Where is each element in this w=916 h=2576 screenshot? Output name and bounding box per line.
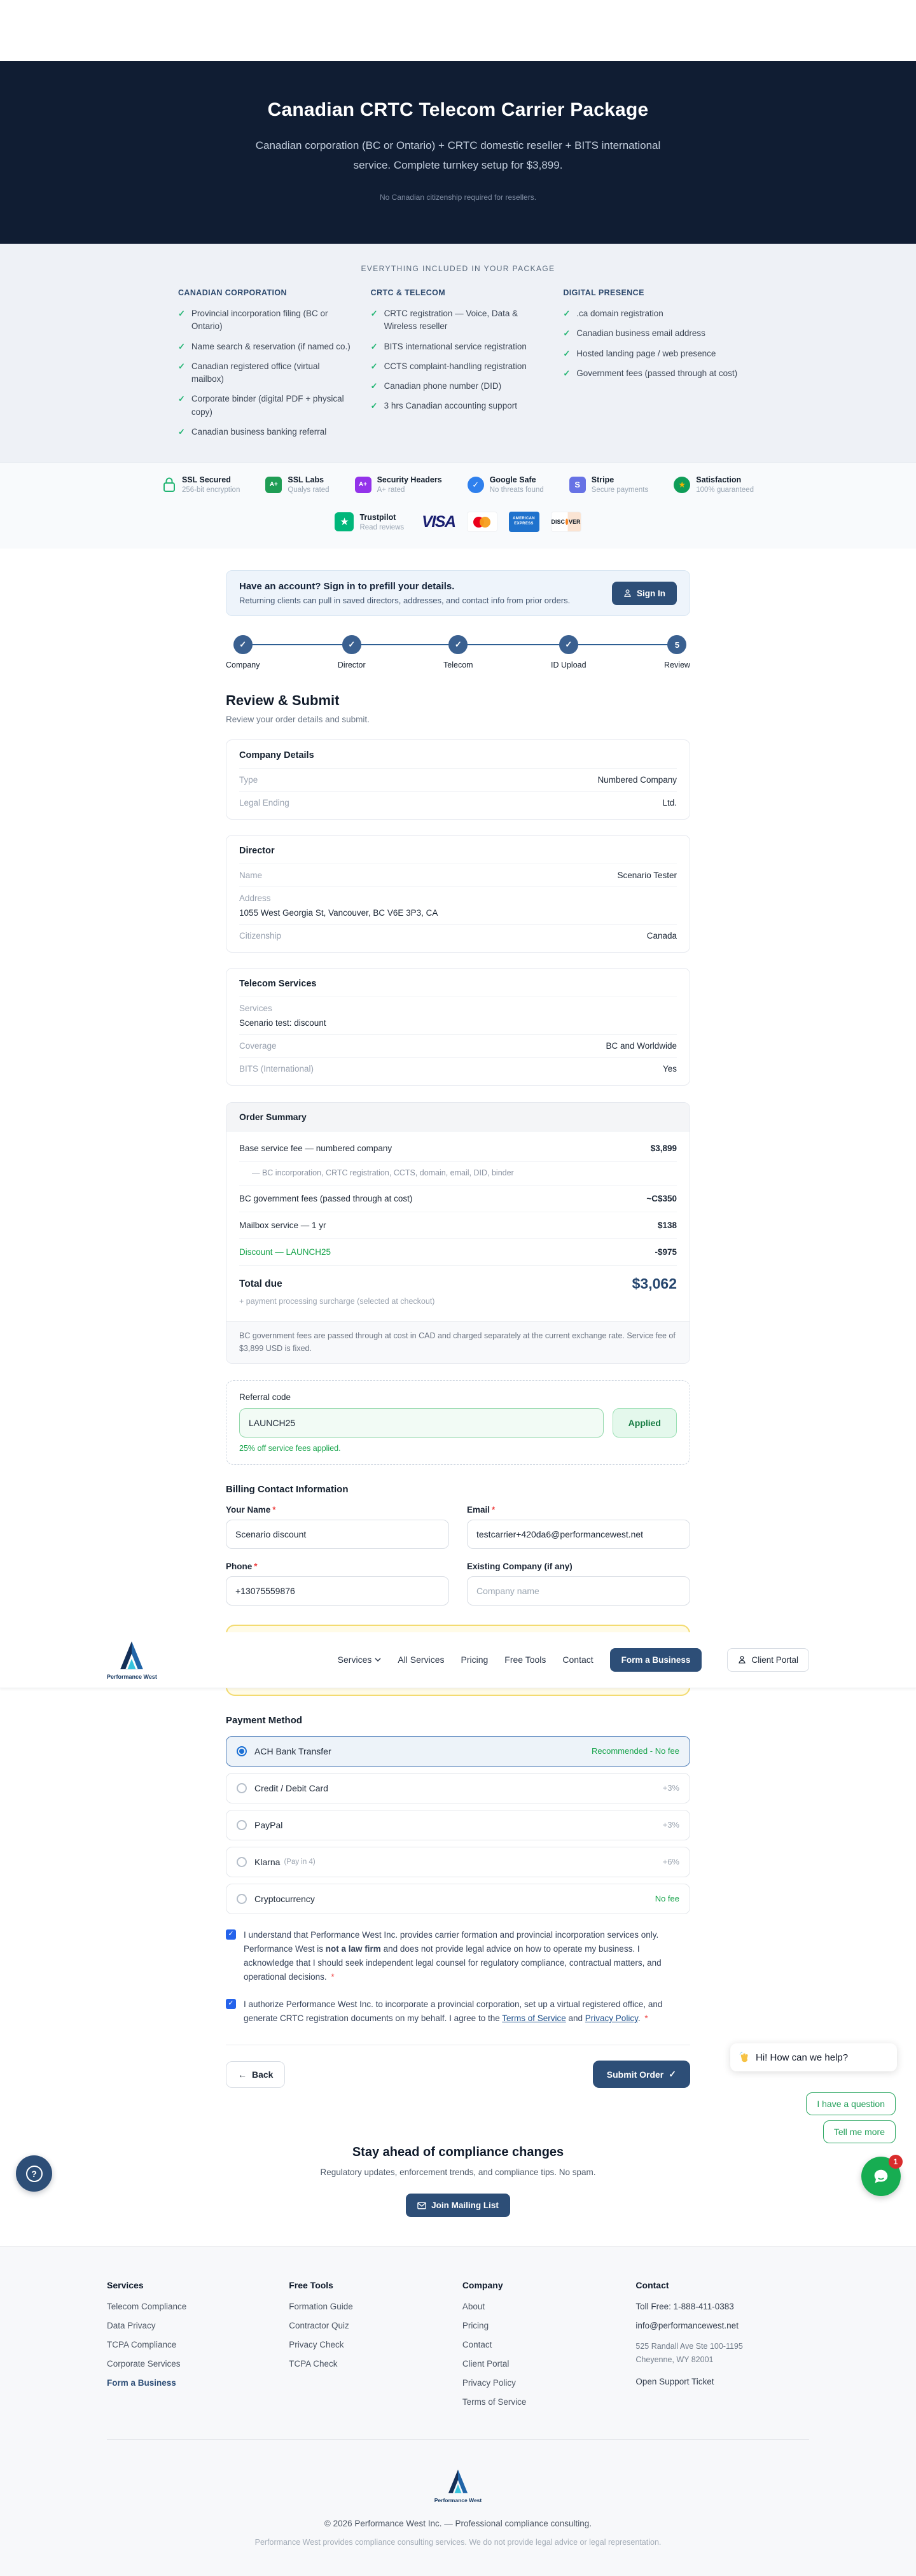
footer-link-telecom-compliance[interactable]: Telecom Compliance bbox=[107, 2302, 187, 2312]
signin-banner bbox=[226, 570, 690, 616]
list-item bbox=[178, 360, 353, 386]
list-item bbox=[178, 393, 353, 419]
field-label: Email * bbox=[467, 1504, 496, 1515]
lock-icon bbox=[162, 477, 176, 493]
summary-row bbox=[239, 1212, 677, 1239]
step-label: Review bbox=[663, 661, 690, 670]
footer-email[interactable]: info@performancewest.net bbox=[635, 2321, 739, 2331]
discover-text: VER bbox=[569, 519, 581, 526]
summary-note: — BC incorporation, CRTC registration, CCTS, domain, email, DID, binder bbox=[239, 1162, 677, 1186]
row-value: Numbered Company bbox=[597, 775, 677, 785]
required-mark: * bbox=[272, 1504, 276, 1515]
footer-col-services bbox=[107, 2280, 289, 2416]
step-label: Telecom bbox=[443, 661, 473, 670]
payment-option-card[interactable] bbox=[226, 1773, 690, 1803]
check-icon: ✓ bbox=[370, 341, 378, 351]
referral-label: Referral code bbox=[239, 1392, 291, 1402]
step-check-icon: ✓ bbox=[233, 635, 253, 654]
payment-fee: Recommended - No fee bbox=[591, 1746, 679, 1756]
included-grid bbox=[178, 288, 738, 445]
badge-ssl-secured bbox=[162, 475, 240, 494]
list-item-label: .ca domain registration bbox=[576, 309, 663, 319]
footer-link-terms[interactable]: Terms of Service bbox=[462, 2397, 527, 2407]
row-label: Citizenship bbox=[239, 931, 282, 941]
footer-brand bbox=[0, 2468, 916, 2503]
brand-name: Performance West bbox=[107, 1674, 157, 1681]
step-check-icon: ✓ bbox=[342, 635, 361, 654]
column-title: CANADIAN CORPORATION bbox=[178, 288, 287, 298]
phone-input[interactable] bbox=[226, 1576, 449, 1606]
field-your-name bbox=[226, 1505, 449, 1549]
step-company[interactable] bbox=[226, 635, 260, 669]
column-title: DIGITAL PRESENCE bbox=[563, 288, 644, 298]
signin-subtitle: Returning clients can pull in saved directors, addresses, and contact info from prior orders. bbox=[239, 596, 571, 606]
stepper bbox=[226, 635, 690, 669]
list-item bbox=[178, 340, 353, 353]
list-item-label: Canadian registered office (virtual mailbox) bbox=[191, 361, 320, 384]
referral-success-note: 25% off service fees applied. bbox=[239, 1443, 341, 1453]
disclaimer-text: Performance West provides compliance consulting services. We do not provide legal advice or legal representation. bbox=[254, 2538, 662, 2547]
check-icon: ✓ bbox=[370, 361, 378, 371]
mailing-title: Stay ahead of compliance changes bbox=[352, 2145, 564, 2160]
radio-icon[interactable] bbox=[237, 1894, 247, 1904]
chat-icon bbox=[871, 2167, 891, 2186]
detail-row bbox=[239, 864, 677, 886]
mailing-subtitle: Regulatory updates, enforcement trends, and compliance tips. No spam. bbox=[320, 2167, 596, 2178]
nav-pricing[interactable]: Pricing bbox=[461, 1655, 489, 1665]
payment-option-label: Credit / Debit Card bbox=[254, 1782, 328, 1793]
list-item-label: Name search & reservation (if named co.) bbox=[191, 341, 350, 351]
stripe-icon: S bbox=[569, 477, 586, 493]
row-label: Name bbox=[239, 871, 263, 881]
row-label: Discount — LAUNCH25 bbox=[239, 1247, 331, 1257]
badge-satisfaction bbox=[674, 475, 754, 494]
detail-row bbox=[239, 791, 677, 814]
chat-greeting-text: Hi! How can we help? bbox=[756, 2052, 849, 2063]
payment-option-klarna[interactable] bbox=[226, 1847, 690, 1877]
field-label: Phone * bbox=[226, 1561, 258, 1571]
step-id-upload[interactable] bbox=[551, 635, 586, 669]
page-title: Canadian CRTC Telecom Carrier Package bbox=[267, 99, 649, 120]
payment-option-ach[interactable] bbox=[226, 1736, 690, 1767]
brand-name: Performance West bbox=[434, 2497, 482, 2504]
footer-column-title: Company bbox=[462, 2280, 503, 2291]
summary-row bbox=[239, 1186, 677, 1212]
step-check-icon: ✓ bbox=[448, 635, 468, 654]
row-value: ~C$350 bbox=[646, 1194, 677, 1204]
help-button[interactable] bbox=[16, 2155, 52, 2192]
step-label: Company bbox=[226, 661, 260, 670]
footer-col-contact bbox=[635, 2280, 809, 2416]
payment-option-paypal[interactable] bbox=[226, 1810, 690, 1840]
row-value: 1055 West Georgia St, Vancouver, BC V6E 3P3, CA bbox=[239, 908, 438, 918]
footer-column-title: Contact bbox=[635, 2280, 669, 2291]
footer-column-title: Free Tools bbox=[289, 2280, 333, 2291]
step-check-icon: ✓ bbox=[559, 635, 578, 654]
row-label: BITS (International) bbox=[239, 1064, 314, 1074]
consent-text: I understand that Performance West Inc. provides carrier formation and provincial incorporation services only. Performance West is not a law firm and does not provide legal advice on how to operate my business. I acknowledge that I should seek independent legal counsel for regulatory compliance, contractual matters, and operational decisions. * bbox=[244, 1929, 662, 1982]
check-icon: ✓ bbox=[178, 309, 185, 319]
badge-sub: A+ rated bbox=[377, 486, 405, 494]
required-mark: * bbox=[254, 1561, 258, 1571]
check-icon: ✓ bbox=[178, 394, 185, 404]
performance-west-logo-icon bbox=[115, 1639, 148, 1672]
detail-row bbox=[239, 1057, 677, 1080]
radio-selected-icon[interactable] bbox=[237, 1746, 247, 1756]
chat-launcher-button[interactable] bbox=[861, 2157, 901, 2196]
payment-option-label: Cryptocurrency bbox=[254, 1893, 315, 1904]
mastercard-icon bbox=[467, 512, 497, 532]
step-label: ID Upload bbox=[550, 661, 586, 670]
detail-row bbox=[239, 768, 677, 791]
hero-note: No Canadian citizenship required for resellers. bbox=[379, 193, 537, 202]
order-summary-card bbox=[226, 1102, 690, 1364]
list-item-label: BITS international service registration bbox=[384, 341, 527, 351]
existing-company-input[interactable] bbox=[467, 1576, 690, 1606]
row-value: BC and Worldwide bbox=[606, 1041, 677, 1051]
person-icon bbox=[738, 1655, 746, 1664]
google-safe-icon: ✓ bbox=[468, 477, 484, 493]
card-title: Telecom Services bbox=[239, 979, 317, 990]
satisfaction-star-icon: ★ bbox=[674, 477, 690, 493]
badge-sub: Read reviews bbox=[359, 523, 405, 531]
footer-link-tcpa-compliance[interactable]: TCPA Compliance bbox=[107, 2340, 177, 2350]
badge-name: SSL Secured bbox=[181, 475, 231, 485]
nav-contact[interactable]: Contact bbox=[562, 1655, 593, 1665]
payment-fee: +3% bbox=[662, 1820, 679, 1830]
step-label: Director bbox=[337, 661, 366, 670]
check-icon: ✓ bbox=[178, 341, 185, 351]
footer-link-about[interactable]: About bbox=[462, 2302, 485, 2312]
footer-address: 525 Randall Ave Ste 100-1195 Cheyenne, WY 82001 bbox=[635, 2342, 743, 2365]
submit-label: Submit Order bbox=[606, 2069, 664, 2080]
row-label: Mailbox service — 1 yr bbox=[239, 1221, 326, 1231]
required-mark: * bbox=[331, 1971, 335, 1982]
checkbox-checked-icon[interactable] bbox=[226, 1999, 236, 2009]
discover-dot bbox=[566, 519, 568, 525]
chat-quick-reply-question[interactable]: I have a question bbox=[806, 2092, 896, 2115]
badge-name: Security Headers bbox=[377, 475, 442, 485]
check-icon: ✓ bbox=[563, 348, 571, 358]
step-telecom[interactable] bbox=[443, 635, 473, 669]
footer-link-privacy-check[interactable]: Privacy Check bbox=[289, 2340, 344, 2350]
nav-services[interactable]: Services bbox=[338, 1655, 382, 1665]
row-label: Legal Ending bbox=[239, 798, 289, 808]
required-mark: * bbox=[492, 1504, 496, 1515]
email-input[interactable] bbox=[467, 1520, 690, 1549]
consent-text: I authorize Performance West Inc. to incorporate a provincial corporation, set up a virtual registered office, and generate CRTC registration documents on my behalf. I agree to the Terms of Service and Privacy Policy. * bbox=[244, 1999, 663, 2024]
badge-ssl-labs bbox=[265, 475, 329, 494]
check-icon: ✓ bbox=[563, 328, 571, 339]
signin-title: Have an account? Sign in to prefill your details. bbox=[239, 581, 455, 592]
badge-name: SSL Labs bbox=[288, 475, 324, 485]
badge-google-safe bbox=[468, 475, 544, 494]
main-content bbox=[107, 549, 798, 2129]
list-item bbox=[371, 307, 546, 333]
payment-option-label: PayPal bbox=[254, 1819, 283, 1830]
footer-support-ticket-link[interactable]: Open Support Ticket bbox=[635, 2376, 714, 2386]
row-value: $138 bbox=[657, 1221, 677, 1231]
terms-of-service-link[interactable]: Terms of Service bbox=[502, 2013, 566, 2024]
list-item bbox=[563, 347, 738, 360]
ssl-labs-icon: A+ bbox=[265, 477, 282, 493]
form-a-business-button[interactable]: Form a Business bbox=[610, 1648, 702, 1672]
badge-sub: 100% guaranteed bbox=[696, 486, 754, 494]
total-row bbox=[239, 1266, 677, 1294]
field-existing-company bbox=[467, 1562, 690, 1606]
footer bbox=[0, 2246, 916, 2576]
footer-link-client-portal[interactable]: Client Portal bbox=[462, 2359, 510, 2369]
list-item-label: CCTS complaint-handling registration bbox=[384, 361, 527, 371]
list-item-label: Government fees (passed through at cost) bbox=[576, 368, 738, 378]
payment-option-sub: (Pay in 4) bbox=[284, 1858, 316, 1866]
consent-bold-text: not a law firm bbox=[325, 1943, 381, 1954]
list-item bbox=[563, 307, 738, 320]
field-phone bbox=[226, 1562, 449, 1606]
column-title: CRTC & TELECOM bbox=[370, 288, 446, 298]
check-icon: ✓ bbox=[563, 309, 571, 319]
list-item bbox=[178, 426, 353, 438]
hero-subtitle: Canadian corporation (BC or Ontario) + CRTC domestic reseller + BITS international service. Complete turnkey setup for $3,899. bbox=[255, 139, 661, 171]
field-label: Existing Company (if any) bbox=[467, 1561, 572, 1571]
field-label: Your Name * bbox=[226, 1504, 276, 1515]
summary-row bbox=[239, 1135, 677, 1162]
footer-link-tcpa-check[interactable]: TCPA Check bbox=[289, 2359, 338, 2369]
footer-col-company bbox=[462, 2280, 636, 2416]
footer-link-formation-guide[interactable]: Formation Guide bbox=[289, 2302, 353, 2312]
join-mailing-list-button[interactable] bbox=[406, 2194, 510, 2217]
surcharge-note: + payment processing surcharge (selected at checkout) bbox=[239, 1297, 435, 1306]
join-mailing-label: Join Mailing List bbox=[431, 2201, 499, 2211]
sign-in-label: Sign In bbox=[637, 588, 665, 598]
performance-west-logo-icon bbox=[444, 2468, 472, 2496]
total-label: Total due bbox=[239, 1278, 282, 1289]
included-column-telecom bbox=[371, 288, 546, 445]
detail-row bbox=[239, 924, 677, 947]
badge-name: Trustpilot bbox=[359, 512, 396, 522]
person-icon bbox=[623, 589, 632, 598]
referral-code-input[interactable] bbox=[239, 1408, 604, 1438]
section-title: Review & Submit bbox=[226, 692, 340, 709]
badge-sub: Secure payments bbox=[591, 486, 649, 494]
nav-all-services[interactable]: All Services bbox=[398, 1655, 445, 1665]
back-button[interactable] bbox=[226, 2061, 285, 2088]
brand-logo[interactable] bbox=[107, 1639, 157, 1680]
footer-link-data-privacy[interactable]: Data Privacy bbox=[107, 2321, 156, 2331]
footer-link-corporate-services[interactable]: Corporate Services bbox=[107, 2359, 181, 2369]
row-label: Base service fee — numbered company bbox=[239, 1144, 392, 1154]
submit-order-button[interactable] bbox=[593, 2061, 690, 2088]
list-item bbox=[563, 327, 738, 340]
row-label: Services bbox=[239, 997, 677, 1014]
billing-heading: Billing Contact Information bbox=[226, 1483, 349, 1495]
discover-icon bbox=[551, 512, 581, 532]
total-value: $3,062 bbox=[632, 1275, 677, 1292]
trust-badges-section bbox=[0, 462, 916, 549]
check-icon: ✓ bbox=[370, 401, 378, 411]
badge-name: Satisfaction bbox=[696, 475, 742, 485]
list-item bbox=[371, 340, 546, 353]
client-portal-label: Client Portal bbox=[751, 1655, 798, 1665]
radio-icon[interactable] bbox=[237, 1783, 247, 1793]
notice-area bbox=[107, 1625, 798, 1696]
payment-fee: +3% bbox=[662, 1783, 679, 1793]
payment-fee: +6% bbox=[662, 1857, 679, 1867]
payment-option-label: ACH Bank Transfer bbox=[254, 1746, 331, 1756]
detail-row bbox=[239, 1034, 677, 1057]
security-headers-icon: A+ bbox=[355, 477, 371, 493]
company-details-card bbox=[226, 739, 690, 820]
consent-not-law-firm bbox=[226, 1928, 690, 1984]
hero-section bbox=[0, 61, 916, 244]
row-value: Scenario Tester bbox=[617, 871, 677, 881]
step-number: 5 bbox=[667, 635, 686, 654]
badge-name: Stripe bbox=[591, 475, 614, 485]
footer-link-contractor-quiz[interactable]: Contractor Quiz bbox=[289, 2321, 349, 2331]
nav-free-tools[interactable]: Free Tools bbox=[504, 1655, 546, 1665]
row-value: Yes bbox=[662, 1064, 677, 1074]
required-mark: * bbox=[644, 2013, 648, 2024]
list-item bbox=[371, 360, 546, 373]
telecom-services-card bbox=[226, 968, 690, 1086]
list-item bbox=[563, 367, 738, 380]
list-item-label: Canadian phone number (DID) bbox=[384, 381, 502, 391]
consent-authorize bbox=[226, 1998, 690, 2026]
sign-in-button[interactable] bbox=[612, 582, 677, 605]
row-label: Coverage bbox=[239, 1041, 277, 1051]
row-label: Address bbox=[239, 886, 677, 904]
back-arrow-icon: ← bbox=[238, 2069, 247, 2080]
footer-link-privacy-policy[interactable]: Privacy Policy bbox=[462, 2378, 516, 2388]
row-label: Type bbox=[239, 775, 258, 785]
referral-code-box bbox=[226, 1380, 690, 1465]
row-label: BC government fees (passed through at cost) bbox=[239, 1194, 413, 1204]
payment-method-heading: Payment Method bbox=[226, 1714, 303, 1726]
client-portal-button[interactable] bbox=[727, 1648, 809, 1672]
visa-icon: VISA bbox=[422, 512, 455, 531]
badge-sub: Qualys rated bbox=[288, 486, 330, 494]
radio-icon[interactable] bbox=[237, 1857, 247, 1867]
footer-column-title: Services bbox=[107, 2280, 144, 2291]
badge-sub: 256-bit encryption bbox=[181, 486, 240, 494]
included-heading: EVERYTHING INCLUDED IN YOUR PACKAGE bbox=[361, 264, 555, 274]
list-item-label: 3 hrs Canadian accounting support bbox=[384, 401, 517, 411]
payment-option-crypto[interactable] bbox=[226, 1884, 690, 1914]
amex-icon: AMERICAN EXPRESS bbox=[509, 512, 539, 532]
director-card bbox=[226, 835, 690, 953]
submit-check-icon: ✓ bbox=[669, 2069, 676, 2080]
step-review[interactable] bbox=[664, 635, 690, 669]
footer-phone[interactable]: Toll Free: 1-888-411-0383 bbox=[635, 2302, 734, 2312]
badge-name: Google Safe bbox=[489, 475, 536, 485]
list-item-label: Provincial incorporation filing (BC or Ontario) bbox=[191, 309, 328, 332]
row-value: Ltd. bbox=[662, 798, 677, 808]
checkbox-checked-icon[interactable] bbox=[226, 1929, 236, 1940]
footer-col-free-tools bbox=[289, 2280, 462, 2416]
check-icon: ✓ bbox=[563, 368, 571, 378]
check-icon: ✓ bbox=[370, 381, 378, 391]
chat-quick-reply-more[interactable]: Tell me more bbox=[823, 2120, 896, 2143]
badge-trustpilot[interactable] bbox=[335, 512, 404, 531]
field-email bbox=[467, 1505, 690, 1549]
included-column-corporation bbox=[178, 288, 353, 445]
footer-link-form-a-business[interactable]: Form a Business bbox=[107, 2378, 176, 2388]
badge-sub: No threats found bbox=[489, 486, 544, 494]
radio-icon[interactable] bbox=[237, 1820, 247, 1830]
back-label: Back bbox=[252, 2069, 274, 2080]
payment-fee: No fee bbox=[655, 1894, 679, 1904]
envelope-icon bbox=[417, 2202, 426, 2209]
card-title: Director bbox=[239, 846, 275, 857]
order-summary-title: Order Summary bbox=[226, 1103, 690, 1131]
footer-link-pricing[interactable]: Pricing bbox=[462, 2321, 489, 2331]
badge-stripe bbox=[569, 475, 649, 494]
list-item-label: Hosted landing page / web presence bbox=[576, 348, 716, 358]
list-item bbox=[178, 307, 353, 333]
list-item bbox=[371, 380, 546, 393]
chat-unread-badge: 1 bbox=[889, 2155, 903, 2169]
privacy-policy-link[interactable]: Privacy Policy bbox=[585, 2013, 638, 2024]
chat-greeting-bubble[interactable] bbox=[730, 2043, 897, 2071]
wave-icon bbox=[739, 2052, 751, 2063]
your-name-input[interactable] bbox=[226, 1520, 449, 1549]
applied-button[interactable]: Applied bbox=[613, 1408, 677, 1438]
discount-row bbox=[239, 1239, 677, 1266]
chevron-down-icon bbox=[375, 1658, 381, 1662]
list-item bbox=[371, 400, 546, 412]
section-subtitle: Review your order details and submit. bbox=[226, 715, 370, 725]
order-footnote: BC government fees are passed through at cost in CAD and charged separately at the current exchange rate. Service fee of $3,899 USD is fixed. bbox=[226, 1321, 690, 1363]
list-item-label: Canadian business email address bbox=[576, 328, 705, 339]
included-section bbox=[0, 244, 916, 462]
payment-option-label: Klarna bbox=[254, 1856, 281, 1867]
list-item-label: CRTC registration — Voice, Data & Wireless reseller bbox=[384, 309, 518, 332]
list-item-label: Corporate binder (digital PDF + physical copy) bbox=[191, 394, 344, 417]
row-value: Canada bbox=[646, 931, 677, 941]
discover-text: DISC bbox=[551, 519, 566, 526]
question-mark-icon: ? bbox=[26, 2166, 43, 2182]
list-item-label: Canadian business banking referral bbox=[191, 426, 327, 437]
trustpilot-star-icon: ★ bbox=[335, 512, 354, 531]
check-icon: ✓ bbox=[178, 361, 185, 371]
footer-link-contact[interactable]: Contact bbox=[462, 2340, 492, 2350]
site-navbar bbox=[0, 1632, 916, 1688]
footer-divider bbox=[107, 2439, 809, 2440]
step-director[interactable] bbox=[338, 635, 366, 669]
copyright-text: © 2026 Performance West Inc. — Professional compliance consulting. bbox=[324, 2519, 592, 2529]
check-icon: ✓ bbox=[370, 309, 378, 319]
included-column-digital bbox=[563, 288, 738, 445]
row-value: Scenario test: discount bbox=[239, 1018, 326, 1028]
card-title: Company Details bbox=[239, 750, 314, 761]
row-value: $3,899 bbox=[650, 1144, 677, 1154]
check-icon: ✓ bbox=[178, 426, 185, 437]
badge-security-headers bbox=[355, 475, 442, 494]
row-value: -$975 bbox=[655, 1247, 677, 1257]
